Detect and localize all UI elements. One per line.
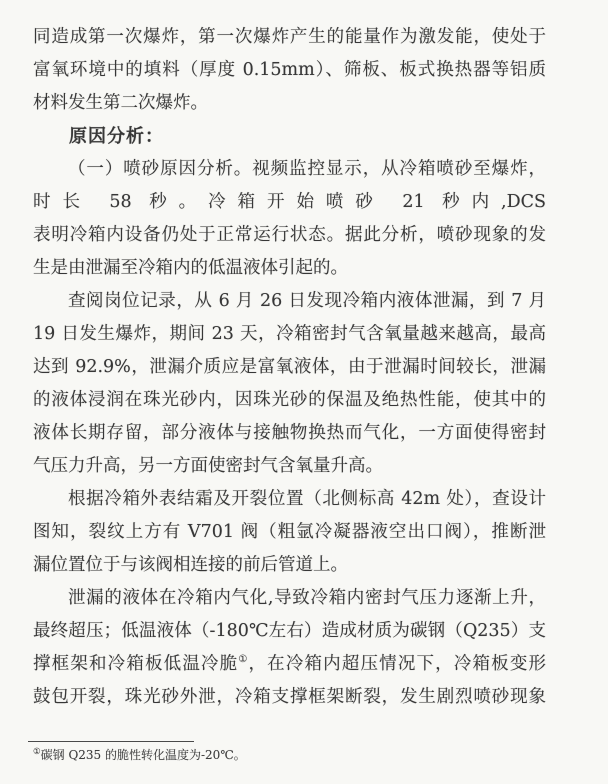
body-line: 表明冷箱内设备仍处于正常运行状态。据此分析，喷砂现象的发 (33, 225, 546, 245)
footnote-separator-rule (28, 741, 194, 742)
body-line-with-footnote-ref (33, 648, 546, 681)
body-line: 鼓包开裂，珠光砂外泄，冷箱支撑框架断裂，发生剧烈喷砂现象 (33, 687, 546, 707)
footnote-marker: ① (33, 747, 41, 757)
body-line: 时长 58 秒。冷箱开始喷砂 21 秒内,DCS (33, 192, 546, 212)
body-line-paragraph-start: 查阅岗位记录，从 6 月 26 日发现冷箱内液体泄漏，到 7 月 (68, 291, 546, 311)
body-line-paragraph-start: 泄漏的液体在冷箱内气化,导致冷箱内密封气压力逐渐上升， (68, 588, 546, 608)
body-line: 达到 92.9%，泄漏介质应是富氧液体，由于泄漏时间较长，泄漏 (33, 357, 546, 377)
body-text-segment: 撑框架和冷箱板低温冷脆 (33, 654, 239, 674)
body-line: 液体长期存留，部分液体与接触物换热而气化，一方面使得密封 (33, 423, 546, 443)
body-line: 图知，裂纹上方有 V701 阀（粗氩冷凝器液空出口阀），推断泄 (33, 522, 546, 542)
body-line: 富氧环境中的填料（厚度 0.15mm）、筛板、板式换热器等铝质 (33, 60, 546, 80)
footnote (33, 746, 546, 765)
footnote-text: 碳钢 Q235 的脆性转化温度为-20℃。 (40, 748, 246, 762)
body-line: 的液体浸润在珠光砂内，因珠光砂的保温及绝热性能，使其中的 (33, 390, 546, 410)
body-line-paragraph-start: （一）喷砂原因分析。视频监控显示，从冷箱喷砂至爆炸， (68, 159, 546, 179)
body-line-paragraph-end: 气压力升高，另一方面使密封气含氧量升高。 (33, 456, 383, 476)
body-line-paragraph-start: 根据冷箱外表结霜及开裂位置（北侧标高 42m 处），查设计 (68, 489, 546, 509)
footnote-reference-marker: ① (238, 654, 249, 666)
body-line: 最终超压；低温液体（-180℃左右）造成材质为碳钢（Q235）支 (33, 621, 546, 641)
body-line: 同造成第一次爆炸，第一次爆炸产生的能量作为激发能，使处于 (33, 27, 546, 47)
body-line: 19 日发生爆炸，期间 23 天，冷箱密封气含氧量越来越高，最高 (33, 324, 546, 344)
body-line-paragraph-end: 生是由泄漏至冷箱内的低温液体引起的。 (33, 258, 348, 278)
body-line-paragraph-end: 漏位置位于与该阀相连接的前后管道上。 (33, 555, 348, 575)
body-line-paragraph-end: 材料发生第二次爆炸。 (33, 93, 208, 113)
section-heading: 原因分析： (69, 126, 164, 147)
body-text-segment: ，在冷箱内超压情况下，冷箱板变形 (248, 654, 546, 674)
